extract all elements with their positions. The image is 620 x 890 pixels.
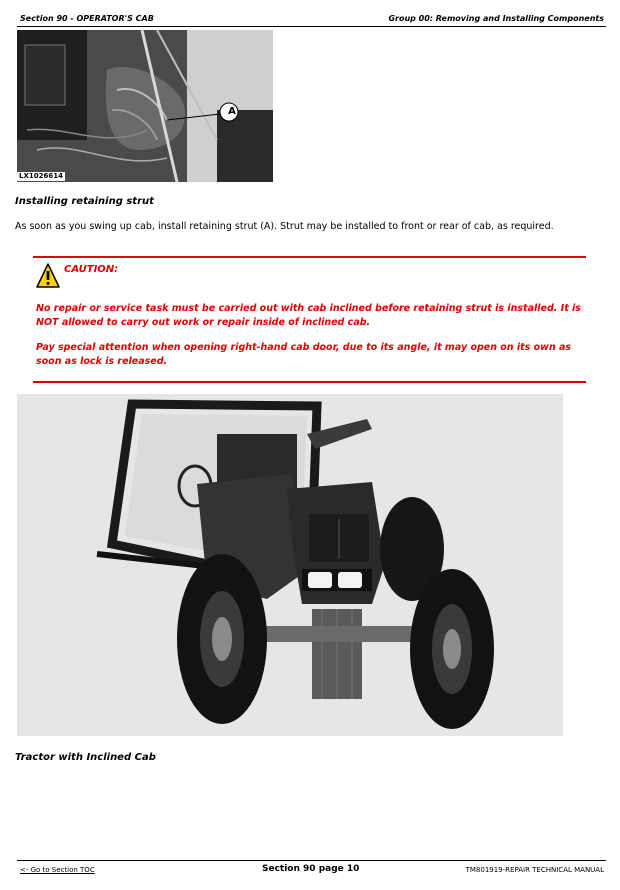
caution-title: CAUTION: — [64, 264, 119, 275]
manual-id: TM801919-REPAIR TECHNICAL MANUAL — [465, 866, 604, 874]
warning-triangle-icon — [36, 263, 60, 293]
page-number: Section 90 page 10 — [262, 864, 360, 874]
caution-paragraph-1: No repair or service task must be carried out with cab inclined before retaining strut is installed. It is NOT allowed to carry out work or repair inside of inclined cab. — [36, 303, 581, 328]
tractor-inclined-cab-photo — [17, 394, 563, 736]
group-header: Group 00: Removing and Installing Components — [388, 14, 604, 23]
section-header: Section 90 - OPERATOR'S CAB — [20, 14, 154, 23]
header-divider — [17, 26, 606, 27]
footer-divider — [17, 860, 606, 861]
caution-paragraph-2: Pay special attention when opening right-hand cab door, due to its angle, it may open on its own as soon as lock is released. — [36, 342, 572, 367]
figure-caption: Tractor with Inclined Cab — [15, 752, 156, 763]
caution-bottom-rule — [33, 381, 586, 383]
figure-id-label: LX1026614 — [19, 172, 63, 180]
procedure-text: As soon as you swing up cab, install retaining strut (A). Strut may be installed to front or rear of cab, as required. — [15, 221, 554, 232]
procedure-heading: Installing retaining strut — [15, 196, 154, 207]
caution-top-rule — [33, 256, 586, 258]
callout-a-label: A — [228, 106, 236, 117]
go-to-section-toc-link[interactable]: <- Go to Section TOC — [20, 866, 95, 874]
